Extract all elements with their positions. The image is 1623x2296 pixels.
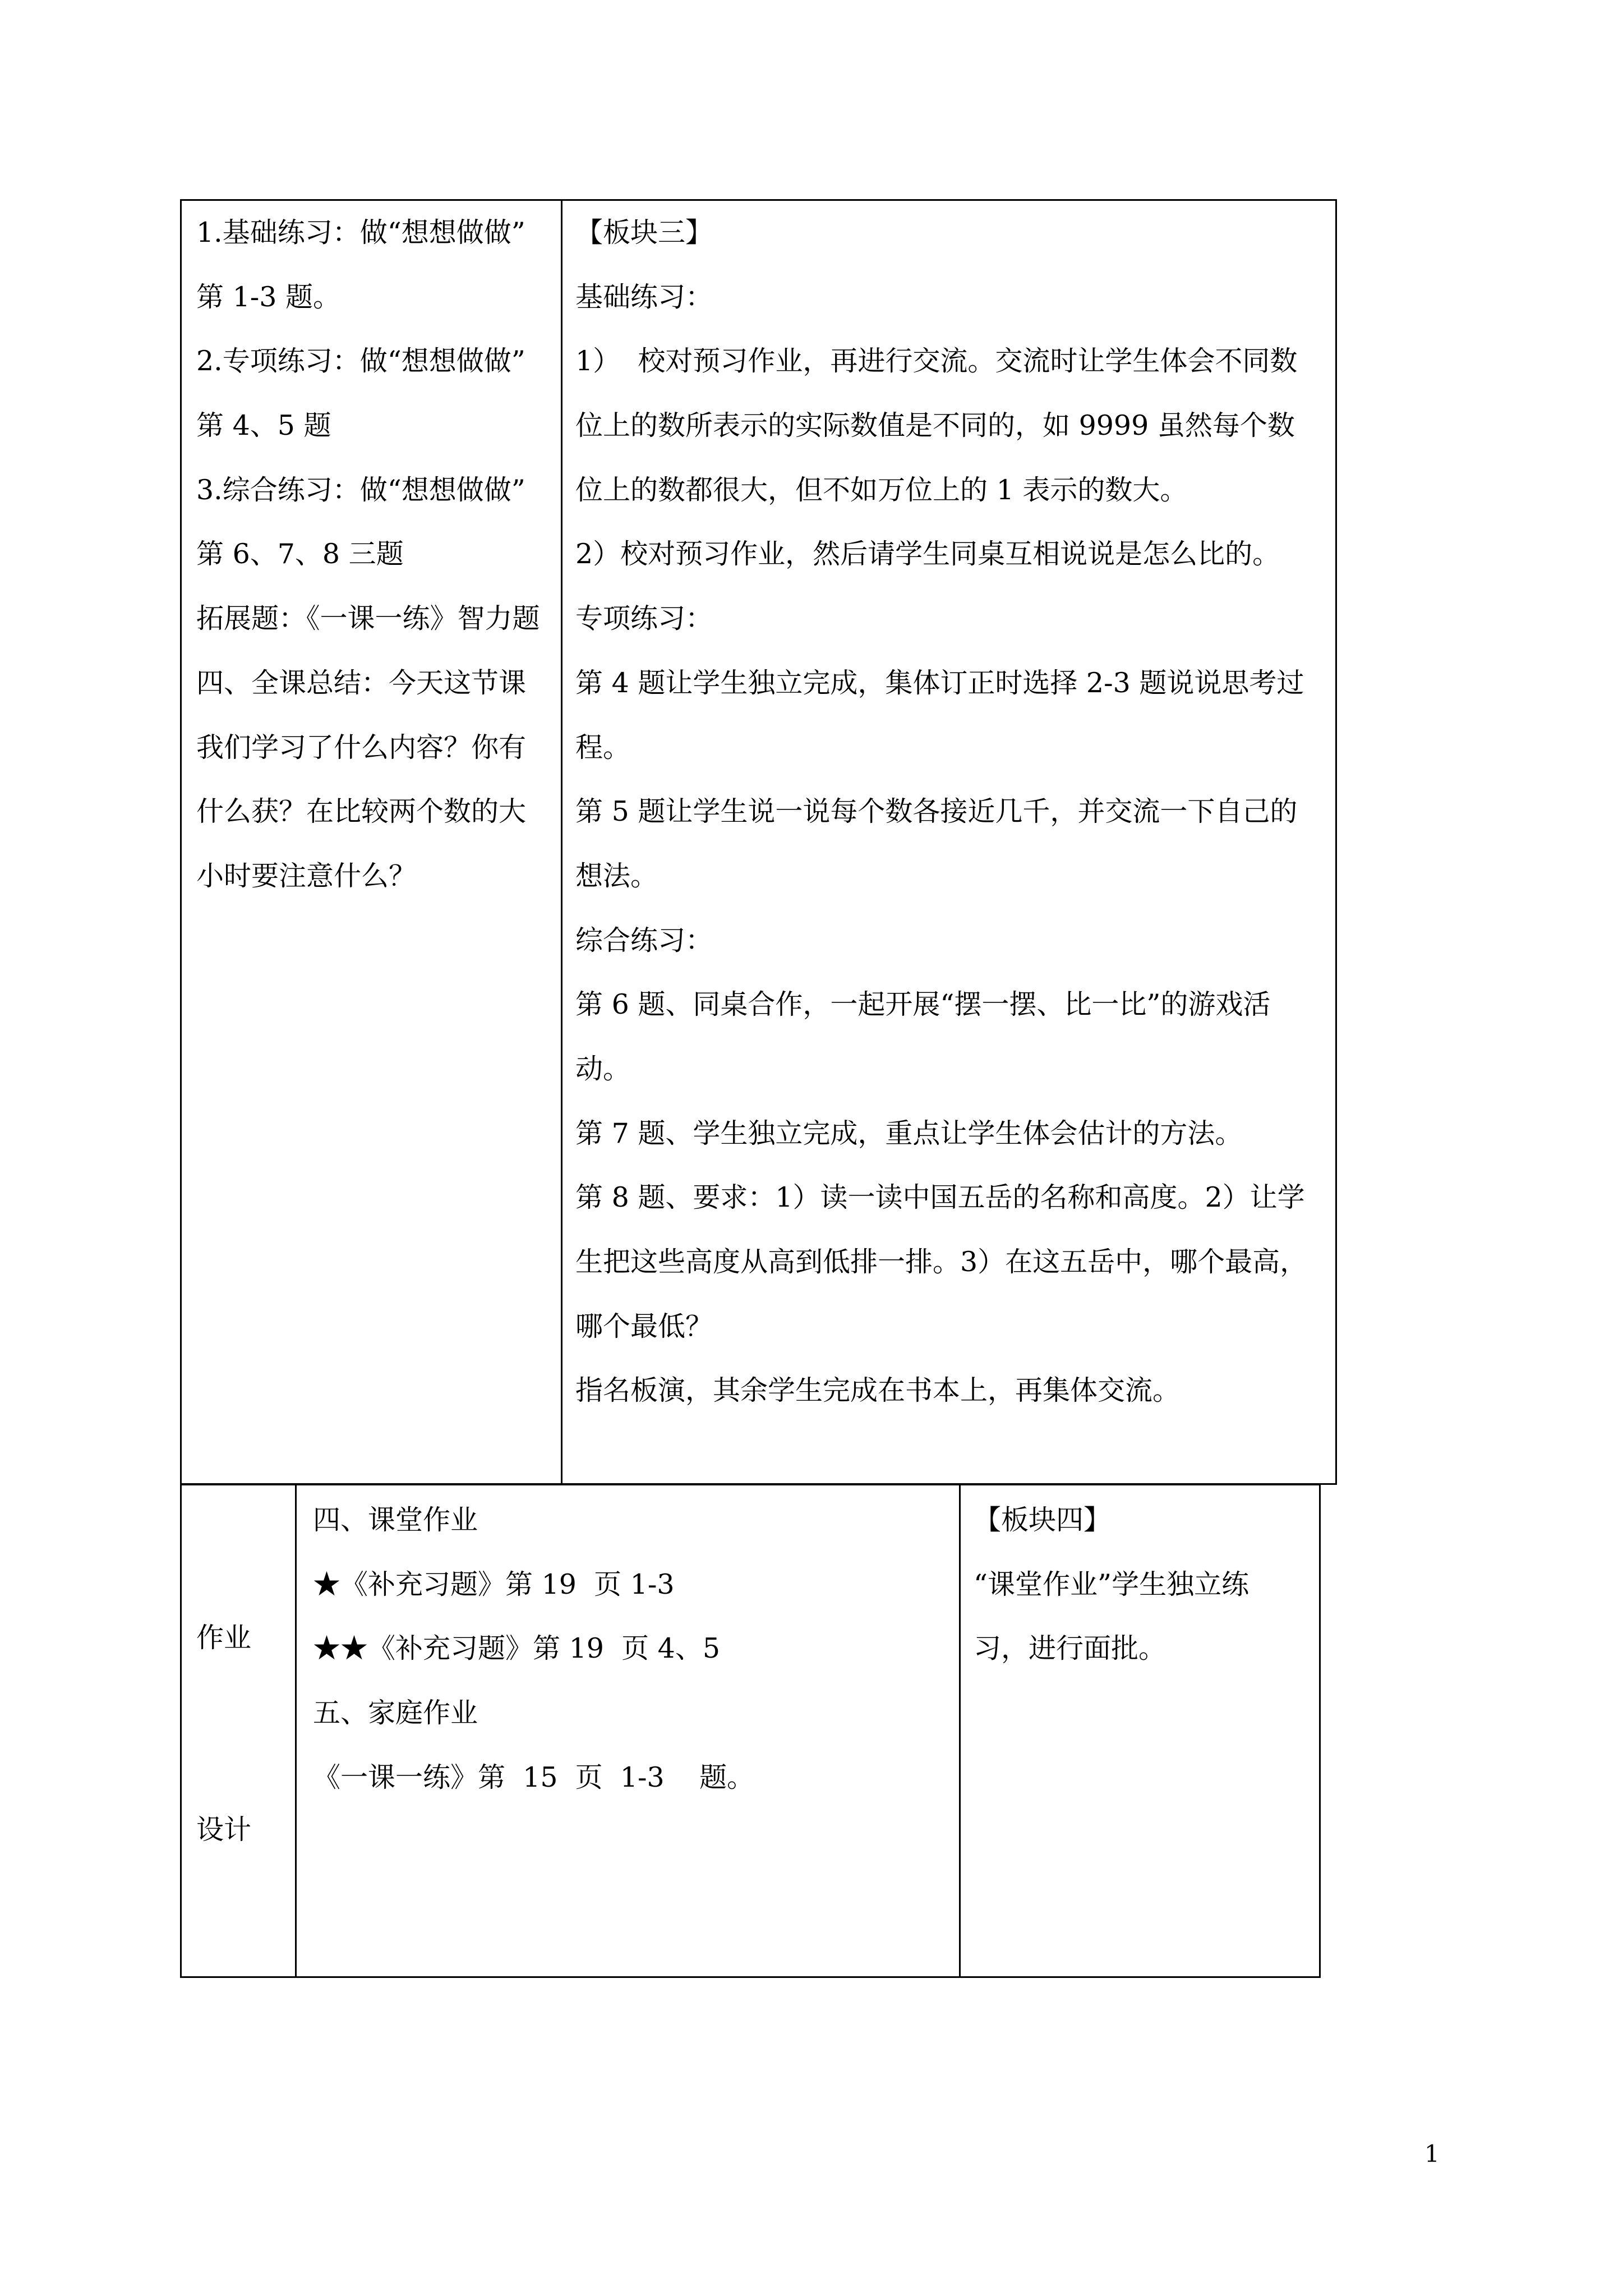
homework-content-line: ★★《补充习题》第 19 页 4、5 xyxy=(313,1632,721,1665)
lesson-note-line: 哪个最低？ xyxy=(575,1310,713,1342)
lesson-note-line: 第 8 题、要求：1）读一读中国五岳的名称和高度。2）让学 xyxy=(575,1181,1305,1214)
lesson-note-line: 程。 xyxy=(575,731,631,763)
homework-label-cell xyxy=(182,1485,295,1976)
lesson-note-line: 动。 xyxy=(575,1052,631,1085)
page-number: 1 xyxy=(1424,2140,1440,2168)
lesson-step-line: 小时要注意什么？ xyxy=(196,859,417,892)
lesson-note-line: 第 4 题让学生独立完成，集体订正时选择 2-3 题说说思考过 xyxy=(575,666,1304,699)
homework-content-line: 《一课一练》第 15 页 1-3 题。 xyxy=(313,1761,755,1793)
homework-label-bottom: 设计 xyxy=(196,1813,252,1846)
lesson-step-line: 拓展题：《一课一练》智力题 xyxy=(196,602,540,635)
lesson-note-line: 第 7 题、学生独立完成，重点让学生体会估计的方法。 xyxy=(575,1117,1243,1149)
homework-label-top: 作业 xyxy=(196,1621,252,1654)
homework-content-line: 五、家庭作业 xyxy=(313,1697,478,1729)
lesson-note-line: 想法。 xyxy=(575,859,658,892)
lesson-note-line: 生把这些高度从高到低排一排。3）在这五岳中，哪个最高， xyxy=(575,1246,1308,1278)
homework-content-cell xyxy=(295,1485,959,1976)
lesson-note-line: 位上的数都很大，但不如万位上的 1 表示的数大。 xyxy=(575,473,1188,506)
homework-content-line: 四、课堂作业 xyxy=(313,1504,478,1536)
lesson-step-line: 1.基础练习：做“想想做做” xyxy=(196,217,525,249)
lesson-notes-cell xyxy=(561,201,1335,1483)
lesson-note-line: 指名板演，其余学生完成在书本上，再集体交流。 xyxy=(575,1374,1181,1407)
lesson-step-line: 3.综合练习：做“想想做做” xyxy=(196,473,525,506)
lesson-step-line: 2.专项练习：做“想想做做” xyxy=(196,345,525,378)
lesson-note-line: 第 6 题、同桌合作，一起开展“摆一摆、比一比”的游戏活 xyxy=(575,988,1271,1021)
lesson-table xyxy=(180,199,1337,1485)
lesson-note-line: 1） 校对预习作业，再进行交流。交流时让学生体会不同数 xyxy=(575,345,1298,378)
lesson-step-line: 第 1-3 题。 xyxy=(196,280,341,313)
lesson-step-line: 我们学习了什么内容？你有 xyxy=(196,731,527,763)
homework-table xyxy=(180,1484,1321,1978)
lesson-note-line: 专项练习： xyxy=(575,602,713,635)
lesson-note-line: 2）校对预习作业，然后请学生同桌互相说说是怎么比的。 xyxy=(575,538,1280,570)
homework-note-line: “课堂作业”学生独立练 xyxy=(974,1568,1249,1600)
lesson-step-line: 第 4、5 题 xyxy=(196,409,331,442)
homework-notes-cell xyxy=(959,1485,1319,1976)
lesson-note-line: 第 5 题让学生说一说每个数各接近几千，并交流一下自己的 xyxy=(575,795,1298,828)
section-heading: 【板块三】 xyxy=(575,217,713,249)
lesson-step-line: 第 6、7、8 三题 xyxy=(196,538,404,570)
section-heading: 【板块四】 xyxy=(974,1504,1112,1536)
lesson-note-line: 基础练习： xyxy=(575,280,713,313)
lesson-step-line: 什么获？在比较两个数的大 xyxy=(196,795,527,828)
lesson-note-line: 综合练习： xyxy=(575,924,713,956)
lesson-step-line: 四、全课总结：今天这节课 xyxy=(196,666,527,699)
lesson-steps-cell xyxy=(182,201,561,1483)
homework-note-line: 习，进行面批。 xyxy=(974,1632,1166,1665)
homework-content-line: ★《补充习题》第 19 页 1-3 xyxy=(313,1568,675,1600)
lesson-note-line: 位上的数所表示的实际数值是不同的，如 9999 虽然每个数 xyxy=(575,409,1295,442)
